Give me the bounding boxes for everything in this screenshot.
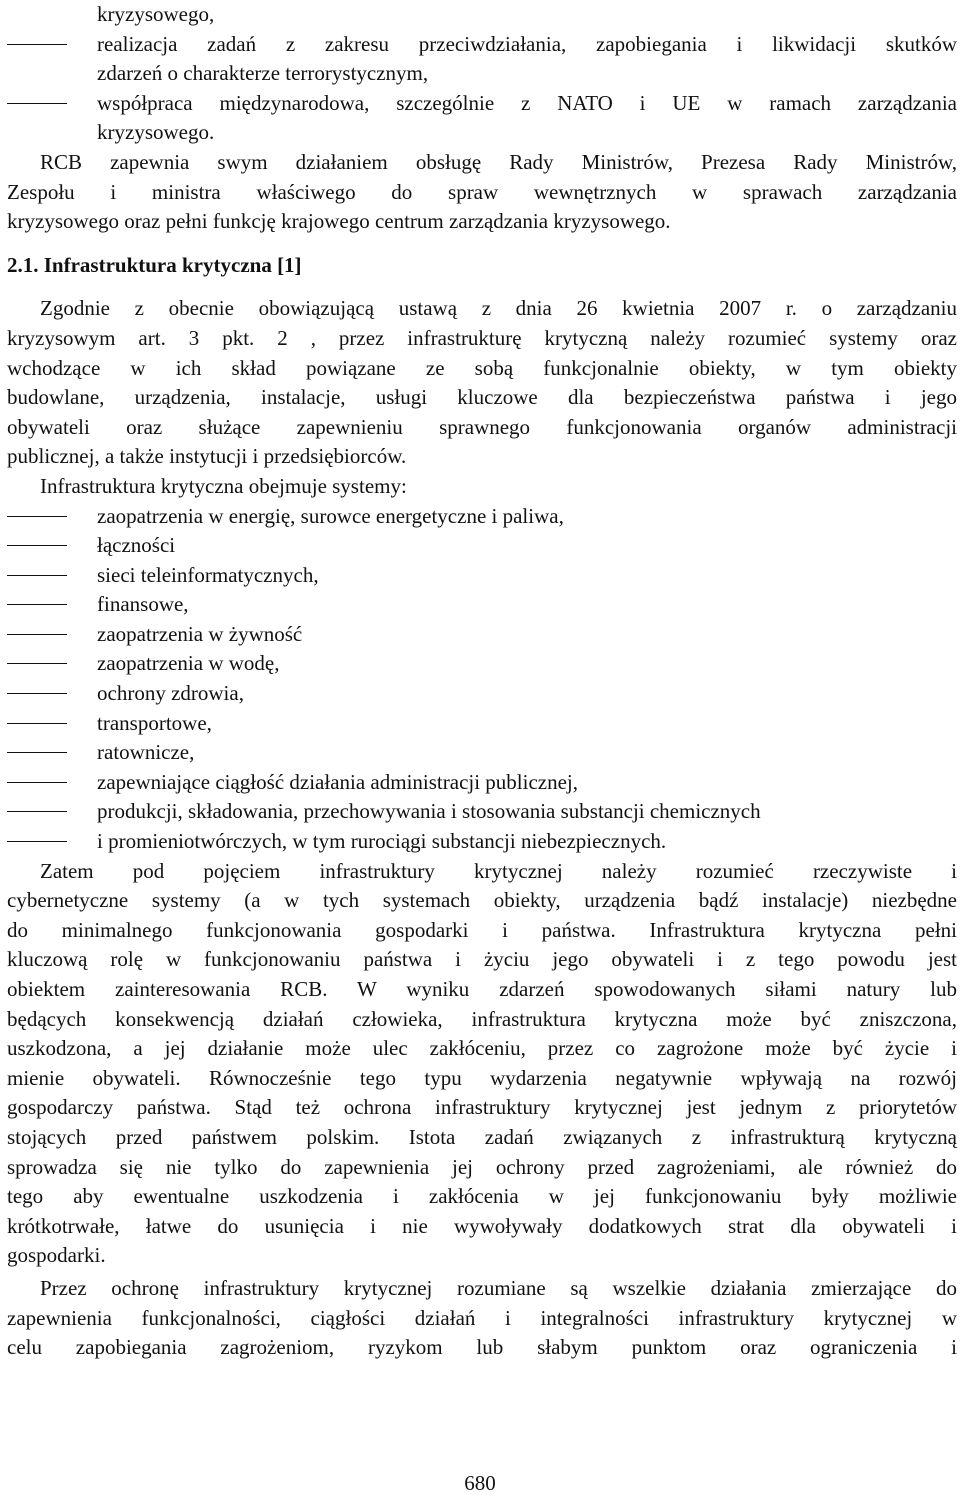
list-item-text: realizacja zadań z zakresu przeciwdziałania, zapobiegania i likwidacji skutków xyxy=(97,31,957,56)
paragraph-line: będących konsekwencją działań człowieka, infrastruktura krytyczna może być zniszczona, xyxy=(7,1006,957,1031)
list-item-text: ratownicze, xyxy=(97,740,195,765)
list-item xyxy=(7,89,957,119)
paragraph-line: Zgodnie z obecnie obowiązującą ustawą z dnia 26 kwietnia 2007 r. o zarządzaniu xyxy=(40,296,957,321)
paragraph-line: kryzysowego oraz pełni funkcję krajowego centrum zarządzania kryzysowego. xyxy=(7,209,671,234)
list-item xyxy=(7,738,957,768)
paragraph-line: Zatem pod pojęciem infrastruktury krytycznej należy rozumieć rzeczywiste i xyxy=(40,858,957,883)
list-item-text: zapewniające ciągłość działania administracji publicznej, xyxy=(97,769,579,794)
paragraph-line: Zespołu i ministra właściwego do spraw wewnętrznych w sprawach zarządzania xyxy=(7,179,957,204)
list-item xyxy=(7,649,957,679)
dash-bullet-icon xyxy=(7,103,67,104)
list-item-text: produkcji, składowania, przechowywania i stosowania substancji chemicznych xyxy=(97,799,761,824)
dash-bullet-icon xyxy=(7,723,67,724)
list-item xyxy=(7,502,957,532)
paragraph-line: celu zapobiegania zagrożeniom, ryzykom lub słabym punktom oraz ograniczenia i xyxy=(7,1335,957,1360)
text-line: zdarzeń o charakterze terrorystycznym, xyxy=(97,61,429,86)
paragraph-line: wchodzące w ich skład powiązane ze sobą funkcjonalnie obiekty, w tym obiekty xyxy=(7,355,957,380)
dash-bullet-icon xyxy=(7,634,67,635)
list-item xyxy=(7,30,957,60)
list-item xyxy=(7,679,957,709)
section-heading: 2.1. Infrastruktura krytyczna [1] xyxy=(7,252,302,277)
dash-bullet-icon xyxy=(7,44,67,45)
paragraph-line: mienie obywateli. Równocześnie tego typu wydarzenia negatywnie wpływają na rozwój xyxy=(7,1065,957,1090)
dash-bullet-icon xyxy=(7,545,67,546)
list-item xyxy=(7,827,957,857)
paragraph-line: sprowadza się nie tylko do zapewnienia jej ochrony przed zagrożeniami, ale również do xyxy=(7,1154,957,1179)
list-item-text: łączności xyxy=(97,533,176,558)
paragraph-line: do minimalnego funkcjonowania gospodarki i państwa. Infrastruktura krytyczna pełni xyxy=(7,917,957,942)
list-item xyxy=(7,561,957,591)
page-number: 680 xyxy=(464,1471,496,1495)
paragraph-line: zapewnienia funkcjonalności, ciągłości działań i integralności infrastruktury krytycznej w xyxy=(7,1305,957,1330)
dash-bullet-icon xyxy=(7,604,67,605)
paragraph-line: Infrastruktura krytyczna obejmuje systemy: xyxy=(40,473,407,498)
paragraph-line: obiektem zainteresowania RCB. W wyniku zdarzeń spowodowanych siłami natury lub xyxy=(7,977,957,1001)
paragraph-line: krótkotrwałe, łatwe do usunięcia i nie wywoływały dodatkowych strat dla obywateli i xyxy=(7,1213,957,1238)
list-item xyxy=(7,620,957,650)
list-item-text: współpraca międzynarodowa, szczególnie z NATO i UE w ramach zarządzania xyxy=(97,90,957,115)
paragraph-line: cybernetyczne systemy (a w tych systemach obiekty, urządzenia bądź instalacje) niezbędne xyxy=(7,888,957,913)
paragraph-line: obywateli oraz służące zapewnieniu sprawnego funkcjonowania organów administracji xyxy=(7,414,957,439)
paragraph-line: budowlane, urządzenia, instalacje, usługi kluczowe dla bezpieczeństwa państwa i jego xyxy=(7,385,957,410)
paragraph-line: tego aby ewentualne uszkodzenia i zakłócenia w jej funkcjonowaniu były możliwie xyxy=(7,1184,957,1209)
list-item-text: zaopatrzenia w energię, surowce energetyczne i paliwa, xyxy=(97,503,564,528)
dash-bullet-icon xyxy=(7,811,67,812)
document-page xyxy=(7,0,957,1363)
list-item-text: i promieniotwórczych, w tym rurociągi substancji niebezpiecznych. xyxy=(97,829,667,854)
dash-bullet-icon xyxy=(7,575,67,576)
paragraph-line: gospodarczy państwa. Stąd też ochrona infrastruktury krytycznej jest jednym z priorytetów xyxy=(7,1095,957,1120)
list-item xyxy=(7,709,957,739)
list-item-text: zaopatrzenia w wodę, xyxy=(97,651,280,676)
list-item xyxy=(7,797,957,827)
list-item-text: zaopatrzenia w żywność xyxy=(97,621,303,646)
paragraph-line: RCB zapewnia swym działaniem obsługę Rady Ministrów, Prezesa Rady Ministrów, xyxy=(40,149,957,174)
paragraph-line: kryzysowym art. 3 pkt. 2 , przez infrastrukturę krytyczną należy rozumieć systemy oraz xyxy=(7,325,957,350)
dash-bullet-icon xyxy=(7,516,67,517)
paragraph-line: kluczową rolę w funkcjonowaniu państwa i życiu jego obywateli i z tego powodu jest xyxy=(7,947,957,972)
list-item-text: finansowe, xyxy=(97,592,189,617)
paragraph-line: publicznej, a także instytucji i przedsiębiorców. xyxy=(7,444,407,469)
dash-bullet-icon xyxy=(7,841,67,842)
list-item xyxy=(7,768,957,798)
text-line: kryzysowego. xyxy=(97,120,215,145)
dash-bullet-icon xyxy=(7,693,67,694)
list-item-text: transportowe, xyxy=(97,710,212,735)
list-item-text: ochrony zdrowia, xyxy=(97,681,244,706)
paragraph-line: uszkodzona, a jej działanie może ulec zakłóceniu, przez co zagrożone może być życie i xyxy=(7,1036,957,1061)
text-line: kryzysowego, xyxy=(97,2,215,26)
list-item xyxy=(7,590,957,620)
list-item-text: sieci teleinformatycznych, xyxy=(97,562,319,587)
dash-bullet-icon xyxy=(7,782,67,783)
list-item xyxy=(7,531,957,561)
paragraph-line: Przez ochronę infrastruktury krytycznej rozumiane są wszelkie działania zmierzające do xyxy=(40,1275,957,1300)
paragraph-line: stojących przed państwem polskim. Istota zadań związanych z infrastrukturą krytyczną xyxy=(7,1124,957,1149)
dash-bullet-icon xyxy=(7,663,67,664)
paragraph-line: gospodarki. xyxy=(7,1243,106,1268)
dash-bullet-icon xyxy=(7,752,67,753)
